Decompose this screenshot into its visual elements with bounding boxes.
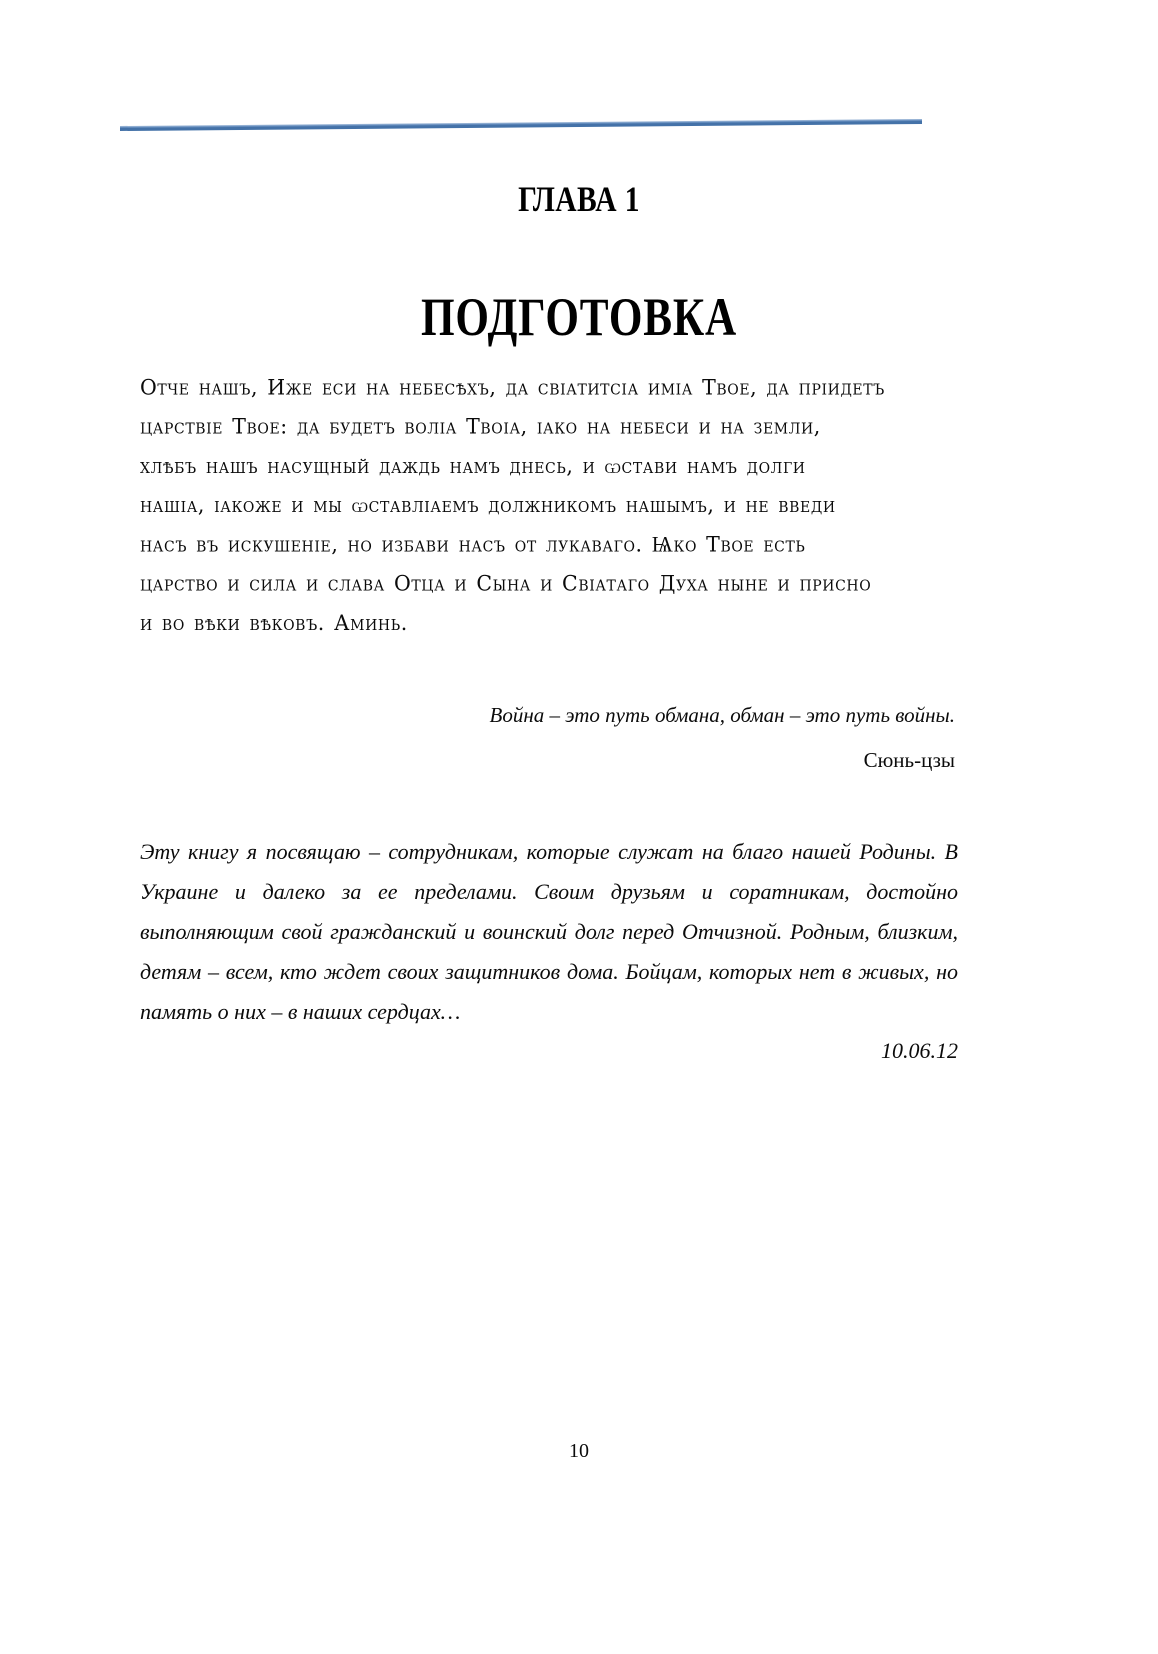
prayer-line: нашıа, ıакоже и мы ѡставлıаемъ должникомъ нашымъ, и не введи xyxy=(140,492,836,518)
prayer-line: насъ въ искушеніе, но избави насъ от лукаваго. Ѩко Твое есть xyxy=(140,531,806,557)
page-title: ПОДГОТОВКА xyxy=(421,287,737,348)
page-number: 10 xyxy=(569,1440,589,1462)
epigraph-attribution: Сюнь-цзы xyxy=(863,748,955,772)
prayer-line: царство и сила и слава Отца и Сына и Свıатаго Духа ныне и присно xyxy=(140,570,872,596)
header-rule xyxy=(120,118,922,132)
prayer-line: хлѣбъ нашъ насущный даждь намъ днесь, и ѡстави намъ долги xyxy=(140,452,806,479)
prayer-line: царствіе Твое: да будетъ волıа Твоıа, ıако на небеси и на земли, xyxy=(140,413,821,440)
prayer-text-block xyxy=(140,368,955,643)
chapter-label: ГЛАВА 1 xyxy=(518,179,640,219)
epigraph-quote: Война – это путь обмана, обман – это путь войны. xyxy=(489,703,955,727)
prayer-line: и во вѣки вѣковъ. Аминь. xyxy=(140,609,408,636)
header-rule-icon xyxy=(120,118,922,132)
dedication-date: 10.06.12 xyxy=(881,1038,958,1063)
dedication-text: Эту книгу я посвящаю – сотрудникам, которые служат на благо нашей Родины. В Украине и далеко за ее пределами. Своим друзьям и соратникам, достойно выполняющим свой гражданский и воинский долг перед Отчизной. Родным, близким, детям – всем, кто ждет своих защитников дома. Бойцам, которых нет в живых, но память о них – в наших сердцах… xyxy=(140,839,958,1024)
prayer-line: Отче нашъ, Иже еси на небесѣхъ, да свıатитсıа имıа Твое, да пріидетъ xyxy=(140,374,885,400)
